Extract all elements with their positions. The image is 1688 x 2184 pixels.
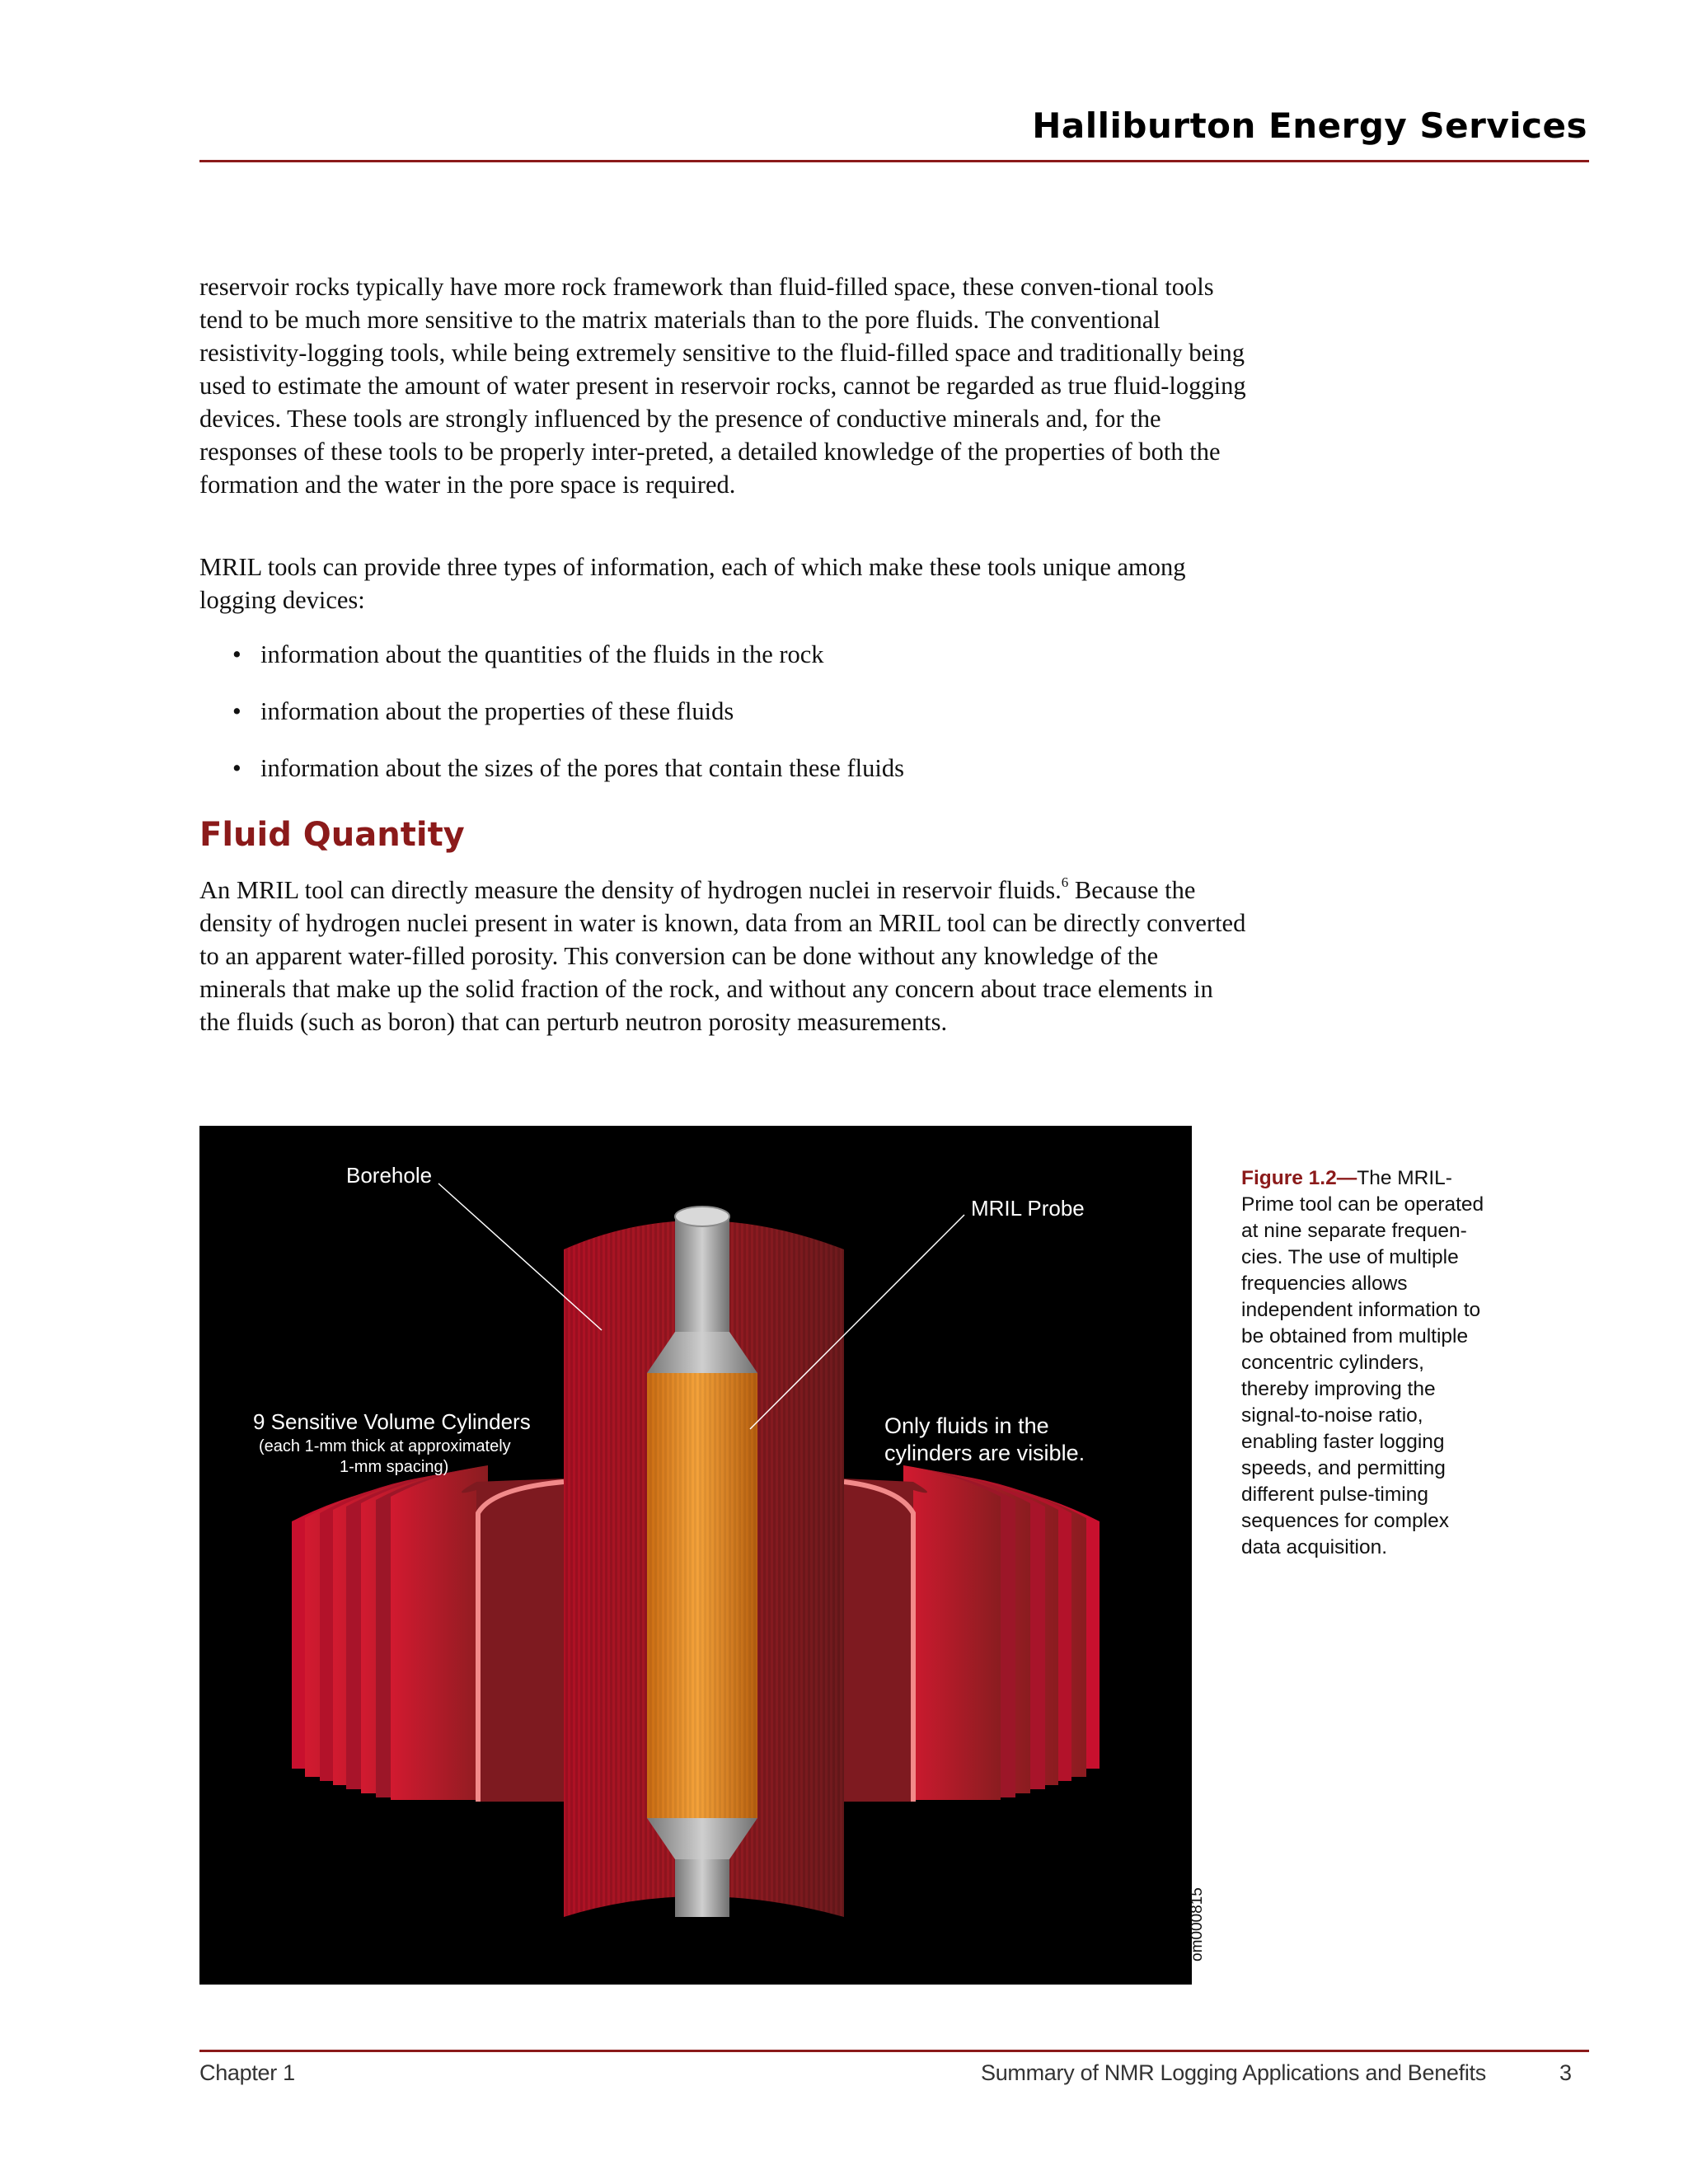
list-item	[232, 752, 904, 808]
sensitive-cylinders-right	[844, 1465, 1100, 1802]
list-item-text: information about the properties of these fluids	[260, 697, 734, 725]
bullet-icon: •	[232, 754, 241, 782]
figure-id: om000815	[1189, 1887, 1206, 1961]
info-types-list	[232, 638, 904, 808]
footer-rule	[199, 2050, 1589, 2052]
figure-mril-diagram	[199, 1126, 1192, 1985]
label-fluids-visible-2: cylinders are visible.	[884, 1441, 1085, 1465]
header-company-title: Halliburton Energy Services	[1032, 105, 1587, 146]
mril-diagram-svg	[199, 1126, 1192, 1985]
label-fluids-visible-1: Only fluids in the	[884, 1413, 1049, 1438]
paragraph-fluid-quantity-lead: An MRIL tool can directly measure the density of hydrogen nuclei in reservoir fluids.	[199, 876, 1062, 904]
section-title-fluid-quantity: Fluid Quantity	[199, 816, 465, 854]
figure-caption-text: The MRIL- Prime tool can be operated at nine separate frequen- cies. The use of multiple frequencies allows independent information to be obtained from multiple concentric cylinders, thereby improving the signal-to-noise ratio, enabling faster logging speeds, and permitting different pulse-timing sequences for complex data acquisition.	[1241, 1167, 1484, 1558]
label-mril-probe: MRIL Probe	[971, 1196, 1085, 1221]
label-cylinders-note-2: 1-mm spacing)	[340, 1458, 449, 1476]
footnote-ref[interactable]: 6	[1061, 874, 1069, 890]
label-cylinders-note-1: (each 1-mm thick at approximately	[259, 1437, 511, 1455]
paragraph-fluid-quantity	[199, 874, 1246, 1038]
paragraph-mril-info-types: MRIL tools can provide three types of information, each of which make these tools unique among logging devices:	[199, 553, 1186, 614]
bullet-icon: •	[232, 697, 241, 725]
paragraph-fluid-quantity-rest: Because the density of hydrogen nuclei present in water is known, data from an MRIL tool can be directly converted to an apparent water-filled porosity. This conversion can be done without any knowledge of the minerals that make up the solid fraction of the rock, and without any concern about trace elements in the fluids (such as boron) that can perturb neutron porosity measurements.	[199, 876, 1246, 1036]
label-sensitive-cylinders: 9 Sensitive Volume Cylinders	[253, 1409, 531, 1434]
list-item-text: information about the sizes of the pores that contain these fluids	[260, 754, 904, 782]
list-item	[232, 638, 904, 695]
sensitive-cylinders-left	[292, 1465, 564, 1802]
figure-caption	[1241, 1165, 1530, 1561]
bullet-icon: •	[232, 640, 241, 668]
header-rule	[199, 160, 1589, 162]
page-number: 3	[1559, 2060, 1572, 2085]
footer-chapter: Chapter 1	[199, 2060, 295, 2085]
figure-caption-label: Figure 1.2—	[1241, 1167, 1357, 1189]
footer-section-title: Summary of NMR Logging Applications and Benefits	[981, 2060, 1486, 2085]
list-item	[232, 695, 904, 752]
label-borehole: Borehole	[346, 1163, 433, 1188]
list-item-text: information about the quantities of the fluids in the rock	[260, 640, 824, 668]
paragraph-conventional-tools: reservoir rocks typically have more rock framework than fluid-filled space, these conven-tional tools tend to be much more sensitive to the matrix materials than to the pore fluids. The conventional resistivity-logging tools, while being extremely sensitive to the fluid-filled space and traditionally being used to estimate the amount of water present in reservoir rocks, cannot be regarded as true fluid-logging devices. These tools are strongly influenced by the presence of conductive minerals and, for the responses of these tools to be properly inter-preted, a detailed knowledge of the properties of both the formation and the water in the pore space is required.	[199, 273, 1246, 499]
